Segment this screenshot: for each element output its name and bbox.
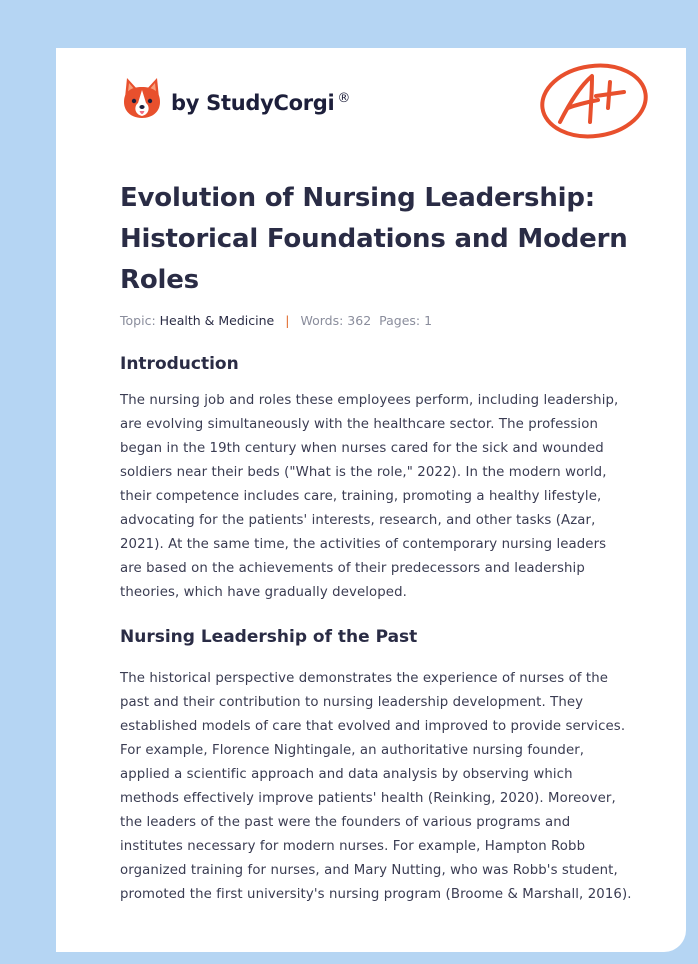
section-body-past-leadership: The historical perspective demonstrates the experience of nurses of the past and their contribution to nursing leadership development. They established models of care that evolved and improved to provide services. For example, Florence Nightingale, an authoritative nursing founder, applied a scientific approach and data analysis by observing which methods effectively improve patients' health (Reinking, 2020). Moreover, the leaders of the past were the founders of various programs and institutes necessary for modern nurses. For example, Hampton Robb organized training for nurses, and Mary Nutting, who was Robb's student, promoted the first university's nursing program (Broome & Marshall, 2016). bbox=[120, 671, 632, 902]
page-count: Pages: 1 bbox=[379, 313, 433, 328]
word-count: Words: 362 bbox=[300, 313, 372, 328]
a-plus-icon bbox=[538, 58, 650, 140]
document-title: Evolution of Nursing Leadership: Historical Foundations and Modern Roles bbox=[120, 183, 628, 295]
section-heading-introduction: Introduction bbox=[120, 354, 239, 374]
corgi-icon bbox=[121, 76, 163, 122]
grade-badge bbox=[538, 58, 650, 144]
document-meta bbox=[120, 313, 632, 328]
brand-name: by StudyCorgi ® bbox=[171, 91, 351, 115]
meta-separator: | bbox=[285, 313, 290, 328]
topic-link[interactable]: Health & Medicine bbox=[159, 313, 275, 328]
document-content bbox=[120, 178, 632, 907]
section-body-introduction: The nursing job and roles these employees perform, including leadership, are evolving simultaneously with the healthcare sector. The profession began in the 19th century when nurses cared for the sick and wounded soldiers near their beds ("What is the role," 2022). In the modern world, their competence includes care, training, promoting a healthy lifestyle, advocating for the patients' interests, research, and other tasks (Azar, 2021). At the same time, the activities of contemporary nursing leaders are based on the achievements of their predecessors and leadership theories, which have gradually developed. bbox=[120, 393, 619, 600]
page-header bbox=[56, 48, 686, 158]
section-heading-past-leadership: Nursing Leadership of the Past bbox=[120, 627, 418, 647]
document-page bbox=[56, 48, 686, 952]
studycorgi-logo[interactable] bbox=[121, 76, 350, 122]
topic-label: Topic: bbox=[120, 313, 156, 328]
